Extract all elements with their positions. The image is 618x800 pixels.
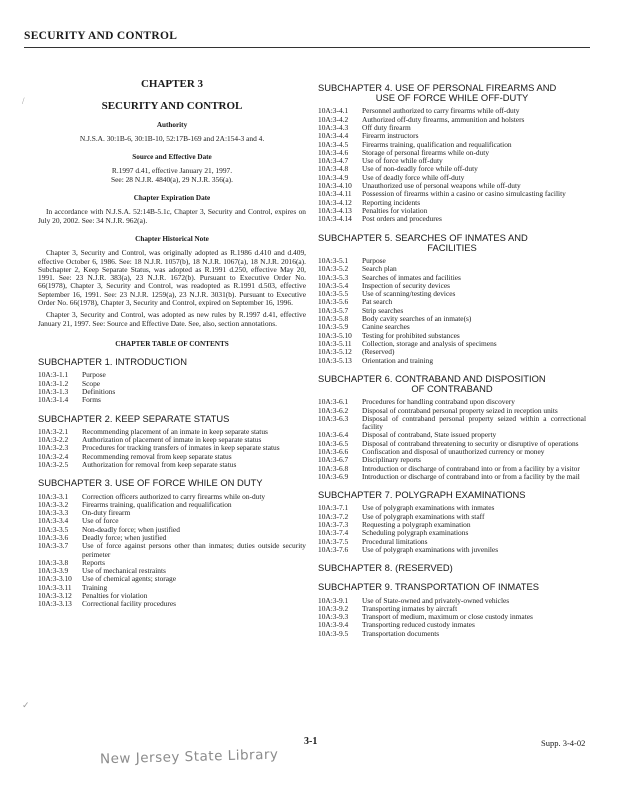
toc-entry xyxy=(38,542,306,559)
section-number: 10A:3-9.2 xyxy=(318,603,349,613)
section-number: 10A:3-4.9 xyxy=(318,172,349,182)
toc-entry xyxy=(38,559,306,567)
section-title: Forms xyxy=(82,395,101,405)
section-title: Authorization for removal from keep separate status xyxy=(82,460,237,470)
section-title: Use of non-deadly force while off-duty xyxy=(362,164,478,174)
section-number: 10A:3-4.1 xyxy=(318,106,349,116)
section-title: Post orders and procedures xyxy=(362,214,442,224)
section-title: Purpose xyxy=(362,255,386,265)
subchapter-heading xyxy=(318,83,586,103)
section-number: 10A:3-3.7 xyxy=(38,541,69,551)
toc-entry xyxy=(318,348,586,356)
source-heading: Source and Effective Date xyxy=(132,153,212,162)
section-number: 10A:3-4.11 xyxy=(318,189,352,199)
section-title: Use of force xyxy=(82,516,119,526)
left-toc xyxy=(38,357,306,608)
subchapter-title: SUBCHAPTER 6. CONTRABAND AND DISPOSITION xyxy=(318,372,546,384)
toc-entry xyxy=(38,509,306,517)
section-number: 10A:3-3.3 xyxy=(38,508,69,518)
section-number: 10A:3-5.2 xyxy=(318,264,349,274)
section-number: 10A:3-4.10 xyxy=(318,181,352,191)
section-title: Reports xyxy=(82,557,105,567)
section-title: Use of deadly force while off-duty xyxy=(362,172,465,182)
section-title: Search plan xyxy=(362,264,397,274)
section-number: 10A:3-6.3 xyxy=(318,413,349,423)
toc-entry xyxy=(318,621,586,629)
section-title: Canine searches xyxy=(362,322,410,332)
section-title: Body cavity searches of an inmate(s) xyxy=(362,314,472,324)
expiration-heading: Chapter Expiration Date xyxy=(133,194,211,203)
section-title: On-duty firearm xyxy=(82,508,131,518)
chapter-number: CHAPTER 3 xyxy=(140,78,204,90)
section-title: Non-deadly force; when justified xyxy=(82,524,180,534)
section-title: Collection, storage and analysis of specimens xyxy=(362,338,497,348)
toc-entry xyxy=(318,124,586,132)
section-title: Confiscation and disposal of unauthorized currency or money xyxy=(362,447,545,457)
toc-entry xyxy=(318,340,586,348)
section-title: Use of force while off-duty xyxy=(362,156,443,166)
section-number: 10A:3-7.3 xyxy=(318,520,349,529)
section-number: 10A:3-6.2 xyxy=(318,405,349,415)
left-column xyxy=(38,68,306,609)
toc-entry xyxy=(38,461,306,469)
section-number: 10A:3-3.5 xyxy=(38,524,69,534)
source-line: R.1997 d.41, effective January 21, 1997. xyxy=(111,166,233,176)
section-number: 10A:3-3.6 xyxy=(38,533,69,542)
subchapter-title: SUBCHAPTER 9. TRANSPORTATION OF INMATES xyxy=(318,581,540,593)
subchapter-title: SUBCHAPTER 7. POLYGRAPH EXAMINATIONS xyxy=(318,489,526,501)
section-title: Use of scanning/testing devices xyxy=(362,289,456,299)
section-number: 10A:3-3.4 xyxy=(38,516,69,526)
toc-entry xyxy=(318,257,586,265)
section-number: 10A:3-4.6 xyxy=(318,147,349,157)
subchapter-title: SUBCHAPTER 4. USE OF PERSONAL FIREARMS AND xyxy=(318,82,557,93)
section-number: 10A:3-1.2 xyxy=(38,378,69,388)
section-title: Disposal of contraband, State issued property xyxy=(362,430,497,440)
section-number: 10A:3-3.1 xyxy=(38,491,69,501)
toc-entry xyxy=(318,274,586,282)
library-stamp: New Jersey State Library xyxy=(99,746,279,768)
header-rule xyxy=(24,47,590,48)
section-number: 10A:3-3.2 xyxy=(38,499,69,509)
section-title: Firearm instructors xyxy=(362,131,419,141)
subchapter-title: SUBCHAPTER 5. SEARCHES OF INMATES AND xyxy=(318,231,528,243)
section-title: Reporting incidents xyxy=(362,197,421,207)
section-title: Purpose xyxy=(82,370,106,380)
section-title: Firearms training, qualification and requalification xyxy=(362,139,512,149)
section-number: 10A:3-5.8 xyxy=(318,314,349,324)
toc-entry xyxy=(38,501,306,509)
section-number: 10A:3-7.6 xyxy=(318,544,349,554)
history-heading: Chapter Historical Note xyxy=(135,234,209,243)
section-number: 10A:3-3.12 xyxy=(38,591,72,601)
section-title: Orientation and training xyxy=(362,355,434,365)
subchapter-heading xyxy=(38,478,306,488)
section-title: Scheduling polygraph examinations xyxy=(362,528,469,538)
subchapter-title-continued: FACILITIES xyxy=(427,241,477,253)
section-number: 10A:3-4.3 xyxy=(318,123,349,132)
section-title: Firearms training, qualification and requalification xyxy=(82,499,232,509)
section-number: 10A:3-7.4 xyxy=(318,528,349,538)
section-title: Correctional facility procedures xyxy=(82,599,176,609)
toc-entry xyxy=(38,380,306,388)
toc-entry xyxy=(38,526,306,534)
margin-mark: / xyxy=(22,96,25,106)
section-title: Use of polygraph examinations with staff xyxy=(362,511,485,521)
source-line: See: 28 N.J.R. 4840(a), 29 N.J.R. 356(a). xyxy=(111,174,233,184)
toc-entry xyxy=(318,529,586,537)
section-number: 10A:3-4.7 xyxy=(318,156,349,166)
history-paragraph: Chapter 3, Security and Control, was originally adopted as R.1986 d.410 and d.409, effective October 6, 1986. See: 18 N.J.R. 1057(b), 18 N.J.R. 1067(a), 18 N.J.R. 2016(a). Subchapter 2, Keep Separate Status, was adopted as R.1991 d.250, effective May 20, 1991. See: 23 N.J.R. 383(a), 23 N.J.R. 1672(b). Pursuant to Executive Order No. 66(1978), Chapter 3, Security and Control, was readopted as R.1991 d.503, effective September 16, 1991. See: 23 N.J.R. 1259(a), 23 N.J.R. 3031(b). Pursuant to Executive Order No. 66(1978), Chapter 3, Security and Control, expired on September 16, 1996. xyxy=(38,248,306,308)
toc-entry xyxy=(38,396,306,404)
section-number: 10A:3-6.8 xyxy=(318,463,349,473)
toc-entry xyxy=(318,546,586,554)
section-title: Pat search xyxy=(362,297,393,307)
supplement-date: Supp. 3-4-02 xyxy=(541,738,586,748)
toc-entry xyxy=(318,207,586,215)
section-title: Recommending placement of an inmate in keep separate status xyxy=(82,426,268,436)
section-title: Searches of inmates and facilities xyxy=(362,272,461,282)
section-title: Transporting reduced custody inmates xyxy=(362,620,475,630)
toc-entry xyxy=(318,215,586,223)
toc-entry xyxy=(318,190,586,198)
toc-entry xyxy=(318,116,586,124)
toc-entry xyxy=(318,415,586,432)
section-title: Recommending removal from keep separate status xyxy=(82,451,232,461)
section-number: 10A:3-7.1 xyxy=(318,503,349,513)
chapter-title: SECURITY AND CONTROL xyxy=(101,100,243,113)
toc-entry xyxy=(318,298,586,306)
toc-entry xyxy=(318,473,586,481)
toc-entry xyxy=(38,584,306,592)
section-number: 10A:3-5.11 xyxy=(318,338,352,348)
section-number: 10A:3-5.4 xyxy=(318,280,349,290)
section-number: 10A:3-6.5 xyxy=(318,438,349,448)
toc-entry xyxy=(38,371,306,379)
toc-entry xyxy=(38,575,306,583)
section-number: 10A:3-2.3 xyxy=(38,443,69,453)
section-title: Disposal of contraband personal property seized within a correctional facility xyxy=(362,413,586,432)
section-title: Disposal of contraband personal property seized in reception units xyxy=(362,405,558,415)
section-number: 10A:3-5.7 xyxy=(318,305,349,315)
section-number: 10A:3-1.1 xyxy=(38,370,69,380)
section-title: Training xyxy=(82,582,108,592)
section-title: Transport of medium, maximum or close custody inmates xyxy=(362,612,533,622)
section-title: Personnel authorized to carry firearms while off-duty xyxy=(362,106,520,116)
right-toc xyxy=(318,83,586,638)
section-number: 10A:3-1.4 xyxy=(38,395,69,405)
section-number: 10A:3-4.13 xyxy=(318,205,352,215)
section-number: 10A:3-9.4 xyxy=(318,620,349,630)
subchapter-title: SUBCHAPTER 1. INTRODUCTION xyxy=(38,356,187,368)
subchapter-title-continued: USE OF FORCE WHILE OFF-DUTY xyxy=(375,92,529,104)
toc-entry xyxy=(318,149,586,157)
running-header: SECURITY AND CONTROL xyxy=(24,30,178,42)
section-title: Transporting inmates by aircraft xyxy=(362,603,458,613)
section-number: 10A:3-5.12 xyxy=(318,347,352,357)
section-title: (Reserved) xyxy=(362,347,395,357)
section-number: 10A:3-9.3 xyxy=(318,612,349,622)
section-title: Use of State-owned and privately-owned vehicles xyxy=(362,595,510,605)
section-number: 10A:3-9.1 xyxy=(318,595,349,605)
section-number: 10A:3-4.8 xyxy=(318,164,349,174)
section-number: 10A:3-6.9 xyxy=(318,471,349,481)
section-number: 10A:3-5.9 xyxy=(318,322,349,332)
section-title: Deadly force; when justified xyxy=(82,533,167,542)
section-title: Penalties for violation xyxy=(82,591,148,601)
section-number: 10A:3-4.14 xyxy=(318,214,352,224)
section-title: Use of polygraph examinations with inmates xyxy=(362,503,495,513)
authority-heading: Authority xyxy=(156,120,188,129)
section-number: 10A:3-5.3 xyxy=(318,272,349,282)
section-number: 10A:3-5.1 xyxy=(318,255,349,265)
section-number: 10A:3-6.4 xyxy=(318,430,349,440)
subchapter-heading xyxy=(318,490,586,500)
subchapter-title: SUBCHAPTER 3. USE OF FORCE WHILE ON DUTY xyxy=(38,477,263,489)
section-title: Disposal of contraband threatening to security or disruptive of operations xyxy=(362,438,579,448)
section-number: 10A:3-2.5 xyxy=(38,460,69,470)
toc-entry xyxy=(38,388,306,396)
subchapter-heading xyxy=(318,563,586,573)
section-title: Testing for prohibited substances xyxy=(362,330,460,340)
section-title: Correction officers authorized to carry firearms while on-duty xyxy=(82,491,266,501)
section-number: 10A:3-9.5 xyxy=(318,628,349,638)
section-title: Authorized off-duty firearms, ammunition and holsters xyxy=(362,114,525,124)
section-title: Penalties for violation xyxy=(362,205,428,215)
section-number: 10A:3-3.11 xyxy=(38,582,72,592)
section-title: Storage of personal firearms while on-duty xyxy=(362,147,490,157)
section-number: 10A:3-5.6 xyxy=(318,297,349,307)
toc-entry xyxy=(318,630,586,638)
section-title: Procedural limitations xyxy=(362,536,428,546)
toc-entry xyxy=(318,290,586,298)
section-number: 10A:3-4.5 xyxy=(318,139,349,149)
section-title: Use of force against persons other than inmates; duties outside security perimeter xyxy=(82,541,306,559)
section-title: Introduction or discharge of contraband into or from a facility by a visitor xyxy=(362,463,580,473)
subchapter-heading xyxy=(38,357,306,367)
section-number: 10A:3-2.4 xyxy=(38,451,69,461)
section-title: Strip searches xyxy=(362,305,404,315)
section-title: Possession of firearms within a casino or casino simulcasting facility xyxy=(362,189,566,199)
section-number: 10A:3-5.13 xyxy=(318,355,352,365)
expiration-text: In accordance with N.J.S.A. 52:14B-5.1c, Chapter 3, Security and Control, expires on July 20, 2002. See: 34 N.J.R. 962(a). xyxy=(38,207,306,225)
subchapter-title-continued: OF CONTRABAND xyxy=(411,383,493,395)
section-title: Use of polygraph examinations with juveniles xyxy=(362,544,499,554)
section-number: 10A:3-6.7 xyxy=(318,455,349,465)
section-title: Use of chemical agents; storage xyxy=(82,574,176,584)
section-number: 10A:3-6.1 xyxy=(318,397,349,407)
section-number: 10A:3-5.5 xyxy=(318,289,349,299)
section-number: 10A:3-4.12 xyxy=(318,197,352,207)
subchapter-heading xyxy=(318,374,586,394)
section-number: 10A:3-4.4 xyxy=(318,131,349,141)
section-title: Scope xyxy=(82,378,101,388)
section-number: 10A:3-6.6 xyxy=(318,447,349,457)
toc-entry xyxy=(38,600,306,608)
section-title: Introduction or discharge of contraband into or from a facility by the mail xyxy=(362,471,580,481)
margin-mark: ✓ xyxy=(22,700,30,710)
section-number: 10A:3-3.9 xyxy=(38,566,69,576)
section-title: Procedures for tracking transfers of inmates in keep separate status xyxy=(82,443,280,453)
section-title: Authorization of placement of inmate in keep separate status xyxy=(82,435,262,445)
subchapter-title: SUBCHAPTER 8. (RESERVED) xyxy=(318,562,453,574)
subchapter-title: SUBCHAPTER 2. KEEP SEPARATE STATUS xyxy=(38,412,230,424)
section-title: Disciplinary reports xyxy=(362,455,421,465)
toc-entry xyxy=(318,448,586,456)
toc-entry xyxy=(318,357,586,365)
section-number: 10A:3-7.5 xyxy=(318,536,349,546)
section-title: Use of mechanical restraints xyxy=(82,566,166,576)
section-number: 10A:3-5.10 xyxy=(318,330,352,340)
toc-entry xyxy=(318,199,586,207)
section-number: 10A:3-3.8 xyxy=(38,557,69,567)
section-title: Inspection of security devices xyxy=(362,280,451,290)
toc-entry xyxy=(318,315,586,323)
section-title: Requesting a polygraph examination xyxy=(362,520,471,529)
section-title: Procedures for handling contraband upon discovery xyxy=(362,397,515,407)
subchapter-heading xyxy=(318,582,586,592)
section-number: 10A:3-2.1 xyxy=(38,426,69,436)
section-title: Definitions xyxy=(82,387,116,397)
section-title: Transportation documents xyxy=(362,628,440,638)
section-number: 10A:3-2.2 xyxy=(38,435,69,445)
right-column xyxy=(318,74,586,638)
subchapter-heading xyxy=(38,414,306,424)
authority-text: N.J.S.A. 30:1B-6, 30:1B-10, 52:17B-169 and 2A:154-3 and 4. xyxy=(79,133,265,143)
section-number: 10A:3-3.13 xyxy=(38,599,72,609)
section-number: 10A:3-3.10 xyxy=(38,574,72,584)
section-number: 10A:3-7.2 xyxy=(318,511,349,521)
section-number: 10A:3-4.2 xyxy=(318,114,349,124)
history-paragraph: Chapter 3, Security and Control, was adopted as new rules by R.1997 d.41, effective January 21, 1997. See: Source and Effective Date. See, also, section annotations. xyxy=(38,310,306,328)
section-number: 10A:3-1.3 xyxy=(38,387,69,397)
subchapter-heading xyxy=(318,233,586,253)
toc-heading: CHAPTER TABLE OF CONTENTS xyxy=(115,339,229,348)
section-title: Unauthorized use of personal weapons while off-duty xyxy=(362,181,521,191)
section-title: Off duty firearm xyxy=(362,123,411,132)
page-number: 3-1 xyxy=(304,736,318,747)
